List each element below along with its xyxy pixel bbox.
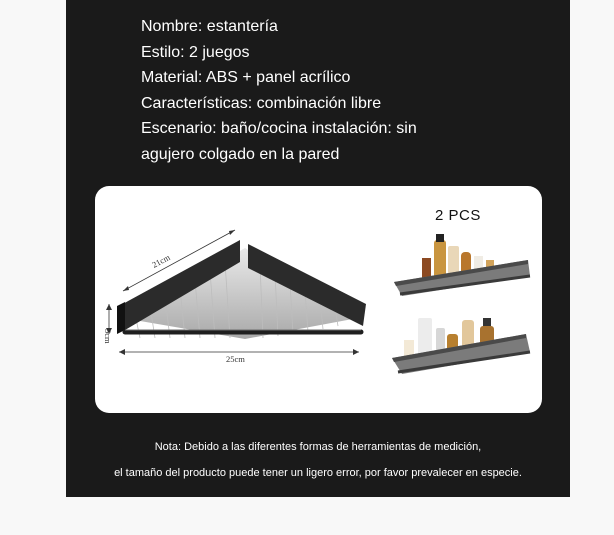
spec-scenario-cont: agujero colgado en la pared [141,145,340,163]
spec-list [141,14,561,167]
dim-height-label: 5cm [103,329,113,344]
spec-features: Características: combinación libre [141,94,382,112]
product-image-card [95,186,542,413]
shelf-photos [390,230,537,410]
shelf-dimension-diagram [95,186,375,413]
spec-name: Nombre: estantería [141,18,278,35]
spec-scenario: Escenario: baño/cocina instalación: sin [141,120,417,137]
note-line-2: el tamaño del producto puede tener un ligero error, por favor prevalecer en especie. [114,467,522,479]
spec-style: Estilo: 2 juegos [141,43,250,61]
note-line-1: Nota: Debido a las diferentes formas de herramientas de medición, [154,441,482,453]
dim-width-label: 25cm [226,354,245,364]
dim-side-label: 21cm [150,252,172,270]
pcs-label: 2 PCS [435,207,481,224]
product-info-panel [66,0,570,497]
spec-material: Material: ABS + panel acrílico [141,69,351,86]
